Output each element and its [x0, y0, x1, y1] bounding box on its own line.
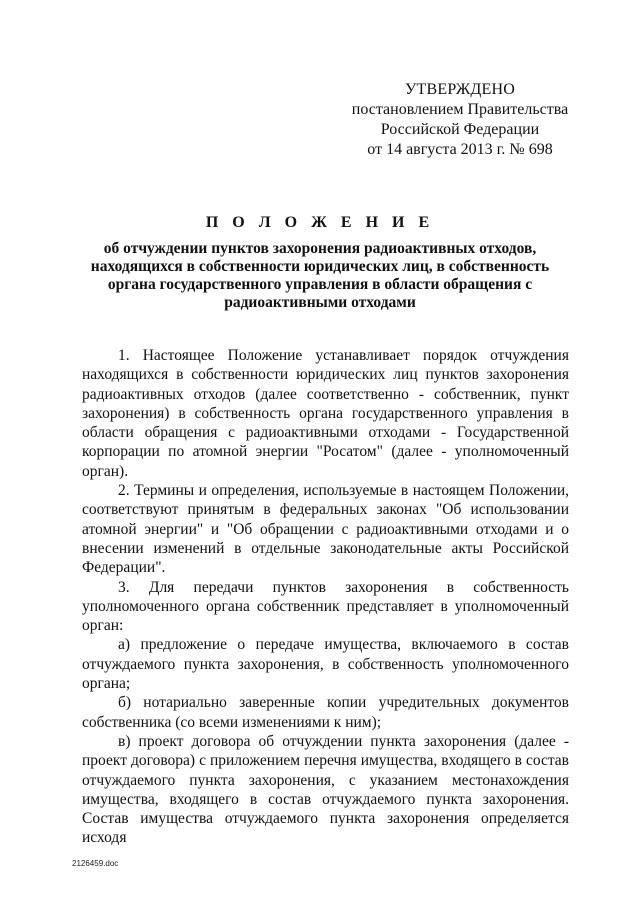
paragraph-1: 1. Настоящее Положение устанавливает порядок отчуждения находящихся в собственности юридических лиц пунктов захоронения радиоактивных отходов (далее соответственно - собственник, пункт захоронения) в собственность органа государственного управления в области обращения с радиоактивными отходами - Государственной корпорации по атомной энергии "Росатом" (далее - уполномоченный орган). — [82, 347, 569, 480]
paragraph-3b: б) нотариально заверенные копии учредительных документов собственника (со всеми изменениями к ним); — [82, 694, 569, 731]
paragraph-3a: а) предложение о передаче имущества, включаемого в состав отчуждаемого пункта захоронения, в собственность уполномоченного органа; — [82, 636, 569, 693]
subtitle-line: радиоактивными отходами — [224, 294, 416, 311]
document-body — [82, 346, 569, 848]
approval-stamp — [340, 80, 580, 160]
subtitle-line: об отчуждении пунктов захоронения радиоактивных отходов, — [103, 240, 537, 257]
approval-line-3: от 14 августа 2013 г. № 698 — [367, 141, 553, 158]
document-title: П О Л О Ж Е Н И Е — [205, 214, 435, 231]
approval-line-2: Российской Федерации — [380, 121, 540, 138]
approval-label: УТВЕРЖДЕНО — [404, 81, 515, 98]
subtitle-line: органа государственного управления в области обращения с — [107, 276, 533, 293]
subtitle-line: находящихся в собственности юридических лиц, в собственность — [90, 258, 550, 275]
paragraph-3c: в) проект договора об отчуждении пункта захоронения (далее - проект договора) с приложением перечня имущества, входящего в состав отчуждаемого пункта захоронения, с указанием местонахождения имущества, входящего в состав отчуждаемого пункта захоронения. Состав имущества отчуждаемого пункта захоронения определяется исходя — [82, 732, 569, 847]
approval-line-1: постановлением Правительства — [351, 101, 569, 118]
paragraph-2: 2. Термины и определения, используемые в настоящем Положении, соответствуют принятым в федеральных законах "Об использовании атомной энергии" и "Об обращении с радиоактивными отходами и о внесении изменений в отдельные законодательные акты Российской Федерации". — [82, 482, 569, 577]
document-subtitle — [60, 240, 580, 312]
paragraph-3: 3. Для передачи пунктов захоронения в собственность уполномоченного органа собственник представляет в уполномоченный орган: — [82, 578, 569, 635]
file-name-footer: 2126459.doc — [72, 859, 119, 868]
